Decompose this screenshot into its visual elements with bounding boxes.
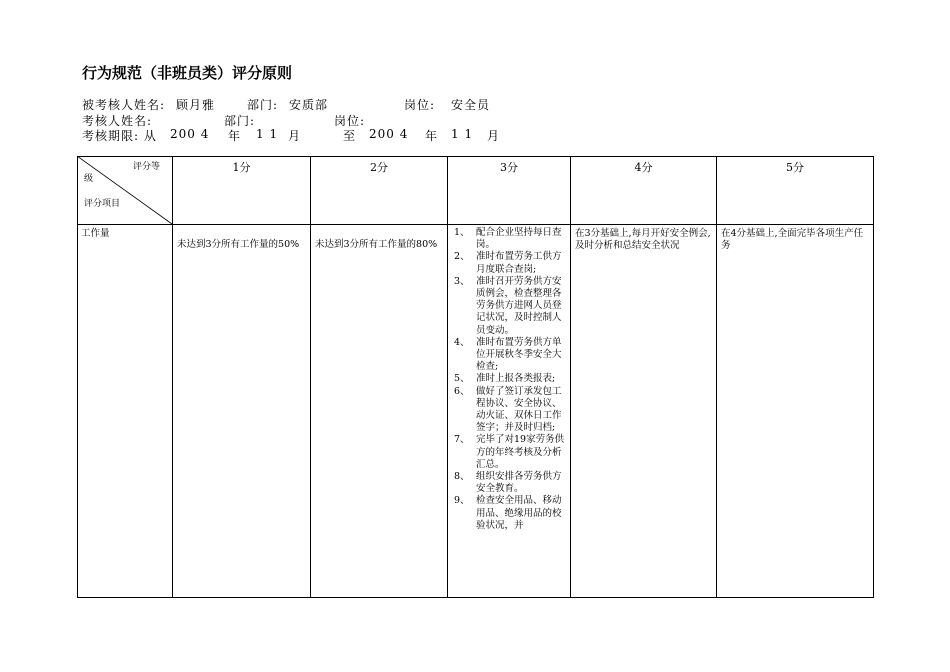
criteria-text: 准时布置劳务供方单位开展秋冬季安全大检查; xyxy=(476,336,562,373)
criteria-text: 组织安排各劳务供方安全教育。 xyxy=(476,471,562,495)
to-label: 至 xyxy=(343,129,357,143)
criteria-number: 1、 xyxy=(454,227,470,238)
corner-label-item: 评分项目 xyxy=(84,199,121,209)
col-header-4: 4分 xyxy=(571,156,717,225)
period-label: 考核期限: 从 xyxy=(82,129,157,143)
post-label-2: 岗位: xyxy=(334,114,366,128)
criteria-text: 准时上报各类报表; xyxy=(476,373,556,385)
criteria-number: 2、 xyxy=(454,251,470,263)
criteria-number: 6、 xyxy=(454,385,470,397)
score-5-criteria: 在4分基础上,全面完毕各项生产任务 xyxy=(717,225,874,598)
to-month: 1 1 xyxy=(451,127,474,141)
criteria-text: 准时布置劳务工供方月度联合查岗; xyxy=(476,251,562,275)
assessor-label: 考核人姓名: xyxy=(82,114,153,128)
month-unit-2: 月 xyxy=(487,129,501,143)
criteria-text: 准时召开劳务供方安质例会，检查整理各劳务供方进网人员登记状况，及时控制人员变动。 xyxy=(476,275,562,336)
col-header-2: 2分 xyxy=(311,156,448,225)
year-unit-2: 年 xyxy=(425,129,439,143)
assessee-label: 被考核人姓名: xyxy=(82,98,166,112)
score-1-criteria: 未达到3分所有工作量的50% xyxy=(173,225,311,598)
score-2-criteria: 未达到3分所有工作量的80% xyxy=(311,225,448,598)
from-month: 1 1 xyxy=(256,127,279,141)
row-item-label: 工作量 xyxy=(77,225,173,598)
criteria-number: 8、 xyxy=(454,471,470,483)
criteria-text: 完毕了对19家劳务供方的年终考核及分析汇总。 xyxy=(476,434,565,470)
criteria-number: 9、 xyxy=(454,495,470,507)
table-border xyxy=(77,156,874,598)
page-title: 行为规范（非班员类）评分原则 xyxy=(82,64,293,82)
criteria-number: 3、 xyxy=(454,275,470,287)
from-year: 200 4 xyxy=(170,127,210,141)
criteria-number: 4、 xyxy=(454,336,470,348)
score-4-criteria: 在3分基础上,每月开好安全例会,及时分析和总结安全状况 xyxy=(571,225,717,598)
col-header-1: 1分 xyxy=(173,156,311,225)
criteria-number: 5、 xyxy=(454,373,470,385)
year-unit-1: 年 xyxy=(228,129,242,143)
month-unit-1: 月 xyxy=(288,129,302,143)
col-header-5: 5分 xyxy=(717,156,874,225)
criteria-text: 检查安全用品、移动用品、绝缘用品的校验状况，并 xyxy=(476,495,562,531)
criteria-text: 做好了签订承发包工程协议、安全协议、动火证、双休日工作签字；并及时归档; xyxy=(476,385,562,434)
criteria-text: 配合企业坚持每日查岗。 xyxy=(476,227,562,251)
dept-label-2: 部门: xyxy=(224,114,256,128)
scoring-table xyxy=(77,156,874,598)
post-label-1: 岗位: xyxy=(404,98,436,112)
corner-label-grade: 评分等 xyxy=(133,162,161,172)
assessee-name: 顾月雅 xyxy=(176,98,216,112)
criteria-number: 7、 xyxy=(454,434,470,446)
dept-label-1: 部门: xyxy=(247,98,279,112)
col-header-3: 3分 xyxy=(448,156,571,225)
corner-label-grade-cont: 级 xyxy=(84,174,94,184)
post-value-1: 安全员 xyxy=(451,98,491,112)
to-year: 200 4 xyxy=(369,127,409,141)
dept-value-1: 安质部 xyxy=(289,98,329,112)
